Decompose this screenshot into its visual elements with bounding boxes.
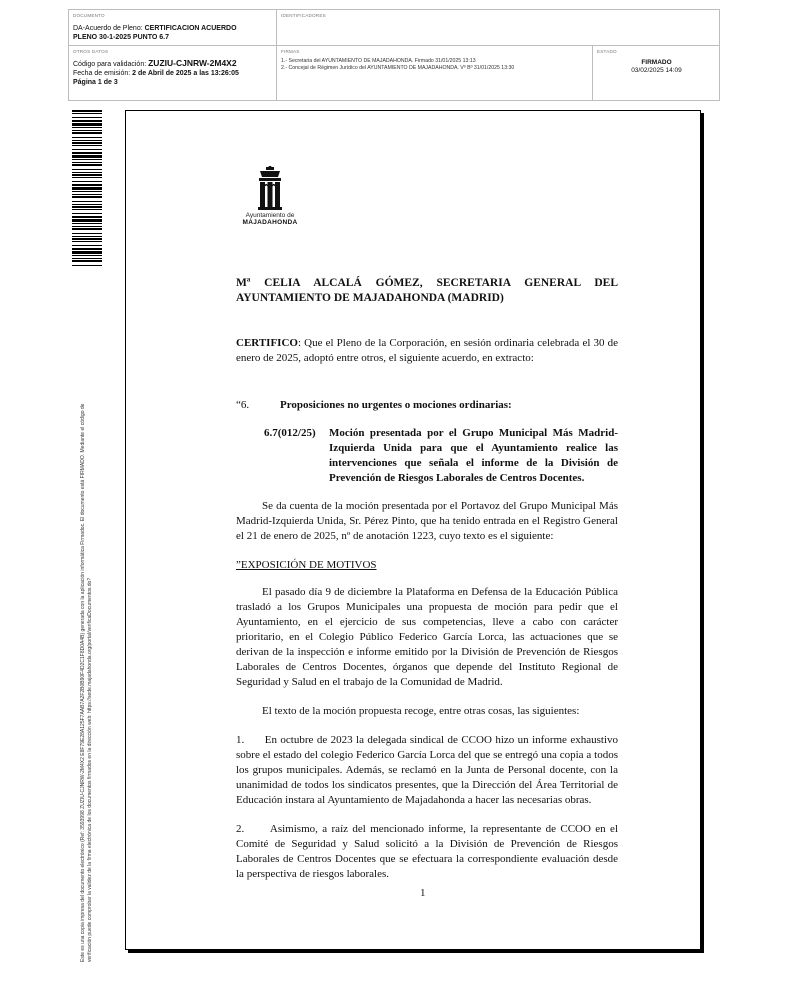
- barcode-bar: [72, 110, 102, 112]
- certifico-label: CERTIFICO: [236, 337, 298, 349]
- estado-date: 03/02/2025 14:09: [631, 67, 682, 74]
- barcode-bar: [72, 142, 102, 144]
- barcode-bar: [72, 145, 102, 146]
- firmas-label: FIRMAS: [281, 49, 300, 54]
- agenda-subitem-6-7: [264, 426, 618, 486]
- barcode-bar: [72, 213, 102, 214]
- emision-line: [73, 69, 272, 78]
- barcode-bar: [72, 169, 102, 170]
- barcode-bar: [72, 251, 102, 254]
- barcode-bar: [72, 162, 102, 163]
- documento-cell: [69, 10, 277, 46]
- barcode-bar: [72, 187, 102, 190]
- barcode-bar: [72, 172, 102, 173]
- logo-line-2: MAJADAHONDA: [242, 219, 298, 226]
- barcode-bar: [72, 113, 102, 114]
- barcode-bar: [72, 174, 102, 176]
- barcode-bar: [72, 204, 102, 205]
- side-text-line: Este es una copia impresa del documento electrónico (Ref: 3593998 ZUZIU-CJNRW-2M4X2 E8F79E28A125F7AAB7A2F2B0B90F4D2C1F8D0A4B) generada con la aplicación informática Firmadoc. El documento está FIRMADO. Mediante el código de: [80, 403, 86, 962]
- exposicion-heading: ”EXPOSICIÓN DE MOTIVOS: [236, 559, 377, 571]
- barcode-bar: [72, 184, 102, 186]
- estado-value: FIRMADO: [641, 59, 672, 66]
- barcode-bar: [72, 238, 102, 240]
- barcode-bar: [72, 219, 102, 222]
- paragraph-texto-mocion: El texto de la moción propuesta recoge, entre otras cosas, las siguientes:: [262, 705, 580, 717]
- barcode-bar: [72, 137, 102, 138]
- identificadores-cell: [277, 10, 720, 46]
- pagina-indicator: Página 1 de 3: [73, 79, 118, 86]
- estado-cell: [593, 46, 720, 101]
- document-heading: Mª CELIA ALCALÁ GÓMEZ, SECRETARIA GENERAL DEL AYUNTAMIENTO DE MAJADAHONDA (MADRID): [236, 277, 618, 304]
- firmas-list: [281, 58, 588, 72]
- validacion-prefix: Código para validación:: [73, 61, 149, 68]
- otros-datos-label: OTROS DATOS: [73, 49, 109, 54]
- barcode-bar: [72, 265, 102, 266]
- estado-label: ESTADO: [597, 49, 617, 54]
- paragraph-plataforma: El pasado día 9 de diciembre la Plataforma en Defensa de la Educación Pública trasladó a los Grupos Municipales una propuesta de moción para pedir que el Ayuntamiento, en el ejercicio de sus competencias, lleve a cabo con carácter prioritario, en el Colegio Público Federico García Lorca, las actuaciones que se derivan de la inspección e informe emitido por la División de Prevención de Riesgos Laborales de Centros Docentes, órganos que depende del Instituto Regional de Seguridad y Salud en el trabajo de la Comunidad de Madrid.: [236, 586, 618, 688]
- barcode-bar: [72, 164, 102, 166]
- barcode-bar: [72, 120, 102, 122]
- barcode-image: [72, 110, 102, 268]
- validacion-line: [73, 59, 272, 69]
- firma-item: 1.- Secretaria del AYUNTAMIENTO DE MAJADAHONDA. Firmado 31/01/2025 13:13: [281, 58, 476, 64]
- otros-datos-cell: [69, 46, 277, 101]
- side-text-line: verificación puede comprobar la validez de la firma electrónica de los documentos firmados en la dirección web: https://sede.majadahonda.org/portal/verificaDocumentos.do?: [87, 577, 93, 962]
- firmas-cell: [277, 46, 593, 101]
- subitem-title: Moción presentada por el Grupo Municipal Más Madrid-Izquierda Unida para que el Ayuntamiento realice las intervenciones que señala el informe de la División de Prevención de Riesgos Laborales de Centros Docentes.: [329, 427, 618, 484]
- point-1: 1. En octubre de 2023 la delegada sindical de CCOO hizo un informe exhaustivo sobre el estado del colegio Federico García Lorca del que se entregó una copia a todos los grupos municipales. Además, se reclamó en la Junta de Personal docente, con la unanimidad de todos los sindicatos presentes, que la Dirección del Área Territorial de Educación instara al Ayuntamiento de Majadahonda a hacer las necesarias obras.: [236, 734, 621, 806]
- ayuntamiento-logo: [228, 166, 312, 226]
- emision-value: 2 de Abril de 2025 a las 13:26:05: [132, 70, 239, 77]
- barcode-bar: [72, 140, 102, 141]
- certifico-paragraph: [236, 336, 618, 366]
- subitem-number: 6.7(012/25): [264, 427, 316, 439]
- documento-label: DOCUMENTO: [73, 13, 105, 18]
- barcode-bar: [72, 241, 102, 242]
- crown-tower-emblem-icon: [255, 166, 285, 210]
- barcode-bar: [72, 181, 102, 182]
- barcode-bar: [72, 177, 102, 178]
- barcode-bar: [72, 194, 102, 195]
- barcode-bar: [72, 255, 102, 256]
- barcode-bar: [72, 206, 102, 208]
- agenda-item-number: “6.: [236, 399, 250, 411]
- barcode-bar: [72, 132, 102, 134]
- point-2: 2. Asimismo, a raíz del mencionado informe, la representante de CCOO en el Comité de Seguridad y Salud solicitó a la División de Prevención de Riesgos Laborales de Centros Docentes que se efectuara la correspondiente evaluación desde la perspectiva de riesgos laborales.: [236, 823, 621, 880]
- barcode-bar: [72, 201, 102, 202]
- barcode-bar: [72, 196, 102, 198]
- barcode-bar: [72, 216, 102, 218]
- barcode-bar: [72, 248, 102, 250]
- identificadores-label: IDENTIFICADORES: [281, 13, 326, 18]
- barcode-bar: [72, 245, 102, 246]
- barcode-bar: [72, 209, 102, 210]
- agenda-item-title: Proposiciones no urgentes o mociones ordinarias:: [280, 399, 512, 411]
- page-number: 1: [420, 887, 426, 899]
- barcode-bar: [72, 155, 102, 158]
- barcode-bar: [72, 228, 102, 230]
- validacion-code[interactable]: ZUZIU-CJNRW-2M4X2: [148, 58, 237, 68]
- barcode-bar: [72, 258, 102, 259]
- agenda-item-6: [236, 398, 618, 413]
- document-metadata-header: [68, 9, 720, 101]
- barcode-bar: [72, 123, 102, 126]
- emision-prefix: Fecha de emisión:: [73, 70, 133, 77]
- barcode-bar: [72, 149, 102, 150]
- barcode-bar: [72, 223, 102, 224]
- barcode-bar: [72, 117, 102, 118]
- barcode-bar: [72, 233, 102, 234]
- paragraph-intro: Se da cuenta de la moción presentada por el Portavoz del Grupo Municipal Más Madrid-Izquierda Unida, Sr. Pérez Pinto, que ha tenido entrada en el Registro General el 21 de enero de 2025, nº de anotación 1223, cuyo texto es el siguiente:: [236, 500, 618, 542]
- logo-line-1: Ayuntamiento de: [245, 212, 295, 219]
- barcode-bar: [72, 236, 102, 237]
- barcode-bar: [72, 191, 102, 192]
- documento-prefix: DA-Acuerdo de Pleno:: [73, 25, 145, 32]
- barcode-bar: [72, 127, 102, 128]
- estado-box: [597, 59, 716, 75]
- document-body: [236, 276, 621, 882]
- barcode-bar: [72, 130, 102, 131]
- barcode-bar: [72, 260, 102, 262]
- certifico-text: : Que el Pleno de la Corporación, en sesión ordinaria celebrada el 30 de enero de 2025, adoptó entre otros, el siguiente acuerdo, en extracto:: [236, 337, 618, 364]
- documento-title-b: PLENO 30-1-2025 PUNTO 6.7: [73, 34, 169, 41]
- documento-title-a: CERTIFICACION ACUERDO: [144, 25, 237, 32]
- verification-side-text: [80, 302, 94, 962]
- documento-value: [73, 24, 272, 42]
- barcode-bar: [72, 159, 102, 160]
- barcode-bar: [72, 226, 102, 227]
- barcode-bar: [72, 152, 102, 154]
- firma-item: 2.- Concejal de Régimen Jurídico del AYUNTAMIENTO DE MAJADAHONDA. Vº Bº 31/01/2025 13:30: [281, 65, 515, 71]
